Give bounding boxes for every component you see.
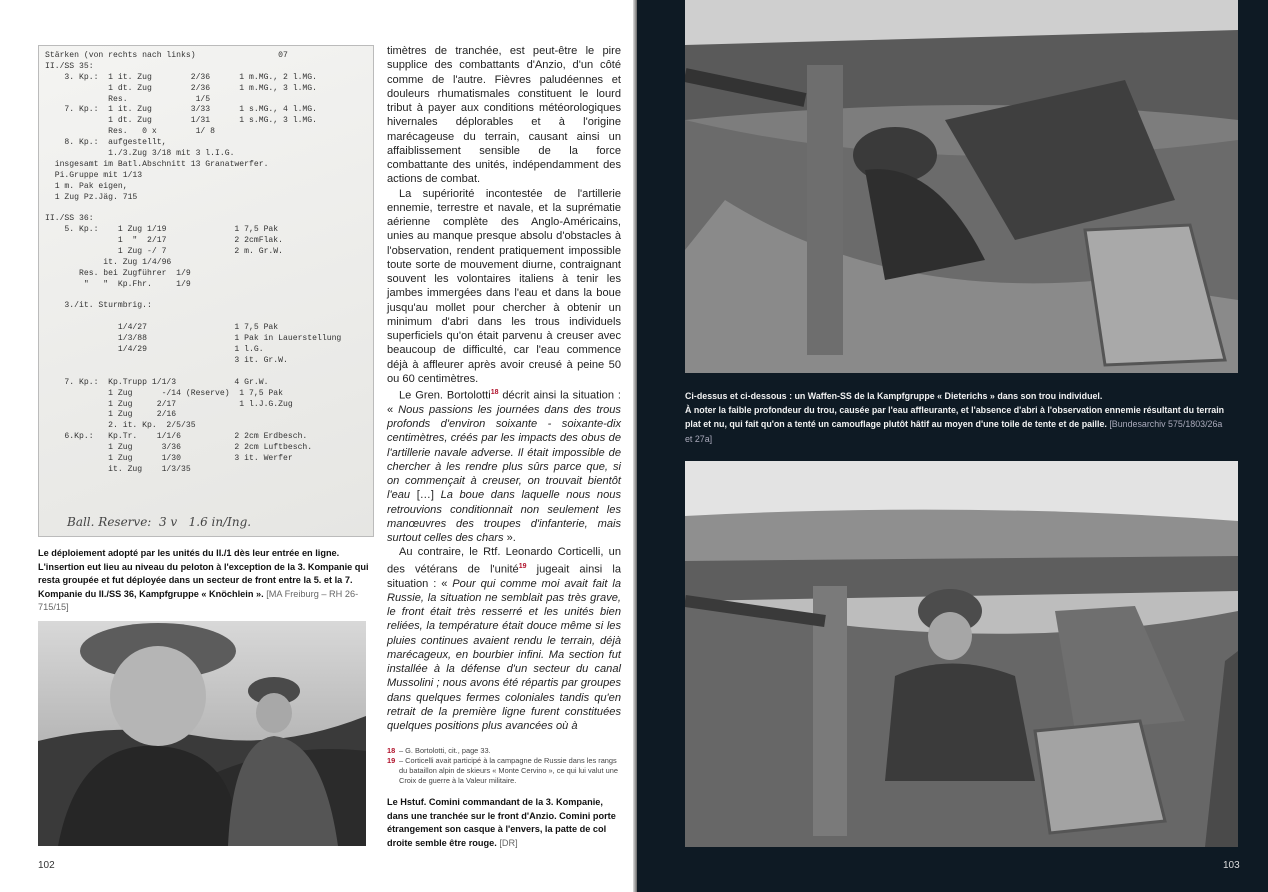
document-line: 1 Zug 2/16 [45,410,177,420]
document-signature: Ball. Reserve: 3 v 1.6 in/Ing. [67,515,252,530]
document-line: 1 Zug 2/17 1 l.J.G.Zug [45,399,293,409]
document-line: it. Zug 1/4/96 [45,257,172,267]
document-line: 5. Kp.: 1 Zug 1/19 1 7,5 Pak [45,225,279,235]
waffen-ss-foxhole-photo-bottom [685,461,1238,847]
p3-quote: Nous passions les journées dans des trous profonds d'environ soixante - soixante-dix centimètres, créés par les impacts des obus de l'artillerie navale adverse. Il était impossible de chercher à les rendre plus sûrs parce que, si on commençait à creuser, on trouvait bientôt l'eau [387,403,621,502]
document-line: 1 Zug 3/36 2 2cm Luftbesch. [45,443,313,453]
document-line: 1./3.Zug 3/18 mit 3 l.I.G. [45,149,235,159]
paragraph-4 [387,545,621,733]
document-line [45,203,367,214]
document-line: 8. Kp.: aufgestellt, [45,138,167,148]
p3-end: ». [503,532,516,545]
document-line: 1 Zug Pz.Jäg. 715 [45,192,138,202]
document-line: II./SS 36: [45,214,94,224]
right-photo-caption [685,389,1225,446]
footnote-18 [387,746,621,756]
footnotes [387,746,621,786]
right-caption-source: [Bundesarchiv 575/1803/26a et 27a] [685,419,1223,444]
document-line: 1 " 2/17 2 2cmFlak. [45,236,283,246]
comini-caption-text: Le Hstuf. Comini commandant de la 3. Kompanie, dans une tranchée sur le front d'Anzio. Comini porte étrangement son casque à l'envers, la patte de col droite semble être rouge. [387,797,616,848]
document-line: Pi.Gruppe mit 1/13 [45,170,143,180]
document-caption [38,547,378,615]
document-line: 1 m. Pak eigen, [45,181,128,191]
document-line: II./SS 35: [45,61,94,71]
page-number-left: 102 [38,860,55,871]
footnote-19 [387,756,621,786]
document-line: 7. Kp.: 1 it. Zug 3/33 1 s.MG., 4 l.MG. [45,105,317,115]
document-line: Stärken (von rechts nach links) 07 [45,51,288,60]
right-caption-line-2-text: À noter la faible profondeur du trou, causée par l'eau affleurante, et l'absence d'abri à l'observation ennemie résultant du terrain plat et nu, qui fait qu'on a tenté un camouflage plutôt hâtif au moyen d'une toile de tente et de paille. [685,405,1225,430]
typed-document-image [38,45,374,537]
footnote-number: 18 [387,746,396,755]
footnote-ref-18[interactable]: 18 [490,389,499,396]
document-line: 1/4/27 1 7,5 Pak [45,323,279,333]
page-number-right: 103 [1223,860,1240,871]
document-line: 6.Kp.: Kp.Tr. 1/1/6 2 2cm Erdbesch. [45,432,308,442]
document-line: 3 it. Gr.W. [45,355,288,365]
document-line [45,312,367,323]
document-line: 3./it. Sturmbrig.: [45,301,152,311]
p4-mid: jugeait ainsi la situation : « [387,563,621,590]
officers-trench-photo [38,621,366,846]
document-caption-source: [MA Freiburg – RH 26-715/15] [38,588,359,613]
footnote-text: – G. Bortolotti, cit., page 33. [399,746,491,755]
document-line: Res. 1/5 [45,94,211,104]
document-lines [45,51,367,476]
document-line [45,291,367,302]
right-caption-line-2 [685,403,1225,446]
document-line: 1/3/88 1 Pak in Lauerstellung [45,334,342,344]
p3-mid: décrit ainsi la situation : « [387,389,621,416]
document-line: 1 dt. Zug 1/31 1 s.MG., 3 l.MG. [45,116,317,126]
document-line: 2. it. Kp. 2/5/35 [45,421,196,431]
document-line: 1 Zug -/14 (Reserve) 1 7,5 Pak [45,388,283,398]
comini-caption-source: [DR] [499,837,518,848]
p4-quote: Pour qui comme moi avait fait la Russie, la situation ne semblait pas très grave, le front était très resserré et les unités bien reliées, la température était douce même si les pluies continues avaient rendu le terrain, déjà marécageux, en bourbier infini. Ma section fut installée à la défense d'un secteur du canal Mussolini ; nous avons été répartis par groupes dans quelques fermes coloniales tandis qu'en retrait de la première ligne furent constituées quelques positions plus avancées où à [387,577,621,733]
document-line: Res. bei Zugführer 1/9 [45,268,191,278]
article-body [387,44,621,733]
p3-intro: Le Gren. Bortolotti [399,389,491,402]
document-line: 1 Zug -/ 7 2 m. Gr.W. [45,247,283,257]
document-line: 3. Kp.: 1 it. Zug 2/36 1 m.MG., 2 l.MG. [45,72,317,82]
footnote-ref-19[interactable]: 19 [518,562,527,570]
p3-quote-2: La boue dans laquelle nous nous retrouvions conditionnait non seulement les manœuvres des troupes d'infanterie, mais surtout celles des chars [387,489,621,545]
document-line: insgesamt im Batl.Abschnitt 13 Granatwerfer. [45,159,269,169]
document-line: 7. Kp.: Kp.Trupp 1/1/3 4 Gr.W. [45,377,269,387]
p3-ellipsis: […] [410,489,441,502]
right-caption-line-1: Ci-dessus et ci-dessous : un Waffen-SS de la Kampfgruppe « Dieterichs » dans son trou individuel. [685,391,1103,401]
document-line: Res. 0 x 1/ 8 [45,127,215,137]
paragraph-1: timètres de tranchée, est peut-être le pire supplice des combattants d'Anzio, d'un côté comme de l'autre. Fièvres paludéennes et douleurs rhumatismales constituent le lourd tribut à payer aux conditions météorologiques hivernales déplorables et à l'origine marécageuse du terrain, causant ainsi un affaiblissement sensible de la force combattante des unités, indépendamment des actions de combat. [387,45,621,186]
document-line: it. Zug 1/3/35 [45,464,191,474]
p4-intro: Au contraire, le Rtf. Leonardo Corticelli, un des vétérans de l'unité [387,546,621,576]
document-line: 1/4/29 1 l.G. [45,345,264,355]
footnote-text: – Corticelli avait participé à la campagne de Russie dans les rangs du bataillon alpin de skieurs « Monte Cervino », ce qui lui valut une Croix de guerre à la Valeur militaire. [399,756,618,785]
document-line: " " Kp.Fhr. 1/9 [45,279,191,289]
waffen-ss-foxhole-photo-top [685,0,1238,373]
footnote-number: 19 [387,756,396,765]
paragraph-2: La supériorité incontestée de l'artillerie ennemie, terrestre et navale, et la suprématie aérienne complète des Anglo-Américains, unies au manque presque absolu d'obstacles à l'observation, rendent pratiquement impossible toute sorte de mouvement diurne, contraignant souvent les volontaires italiens à tenir les jambes immergées dans l'eau et dans la boue jusqu'au mollet pour chercher à obtenir un minimum d'abri dans les trous individuels superficiels qu'on était parvenu à creuser avec beaucoup de difficulté, car l'eau commence déjà à affleurer après avoir creusé à peine 50 ou 60 centimètres. [387,187,621,385]
document-line: 1 dt. Zug 2/36 1 m.MG., 3 l.MG. [45,83,317,93]
paragraph-3 [387,386,621,545]
document-line: 1 Zug 1/30 3 it. Werfer [45,453,293,463]
document-caption-text: Le déploiement adopté par les unités du II./1 dès leur entrée en ligne. L'insertion eut lieu au niveau du peloton à l'exception de la 3. Kompanie qui resta groupée et fut déployée dans un secteur de front entre la 5. et la 7. Kompanie du II./SS 36, Kampfgruppe « Knöchlein ». [38,548,369,599]
document-line [45,367,367,378]
comini-caption [387,796,621,850]
